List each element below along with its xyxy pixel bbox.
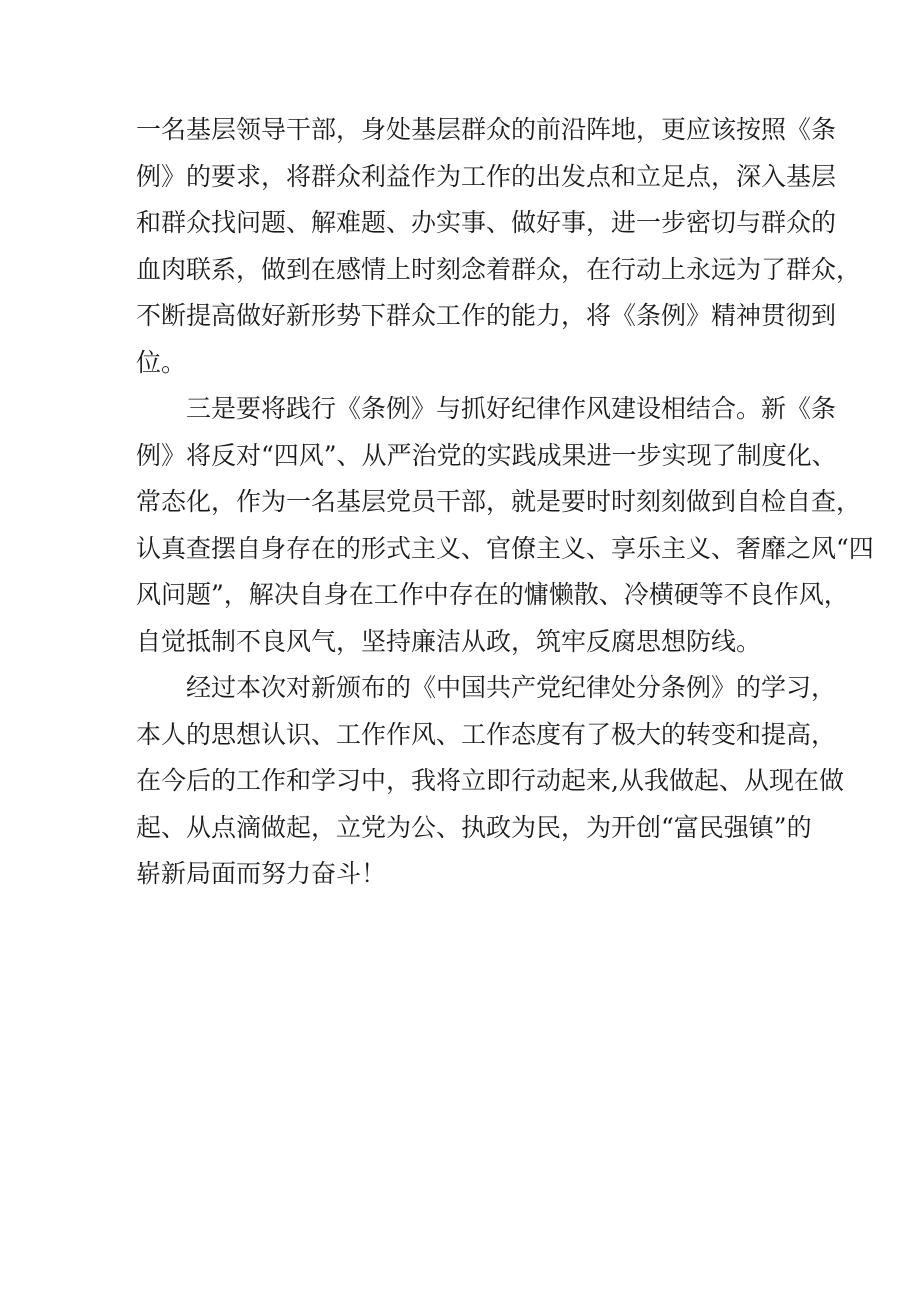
text-line: 起、从点滴做起，立党为公、执政为民，为开创“富民强镇”的 (136, 812, 812, 842)
text-line: 在今后的工作和学习中，我将立即行动起来,从我做起、从现在做 (136, 766, 844, 795)
text-line: 血肉联系，做到在感情上时刻念着群众，在行动上永远为了群众， (136, 254, 862, 284)
text-line: 和群众找问题、解难题、办实事、做好事，进一步密切与群众的 (136, 208, 837, 237)
text-line: 认真查摆自身存在的形式主义、官僚主义、享乐主义、奢靡之风“四 (136, 533, 874, 563)
text-line: 例》的要求，将群众利益作为工作的出发点和立足点，深入基层 (136, 161, 837, 191)
paragraph (136, 665, 844, 898)
paragraph (136, 107, 862, 386)
paragraph (136, 386, 874, 665)
text-line: 自觉抵制不良风气，坚持廉洁从政，筑牢反腐思想防线。 (136, 626, 762, 656)
document-body (136, 107, 874, 898)
text-line: 例》将反对“四风”、从严治党的实践成果进一步实现了制度化、 (136, 440, 837, 470)
text-line: 位。 (136, 347, 187, 377)
text-line: 常态化，作为一名基层党员干部，就是要时时刻刻做到自检自查， (136, 487, 862, 516)
text-line: 崭新局面而努力奋斗！ (136, 859, 387, 888)
text-line: 本人的思想认识、工作作风、工作态度有了极大的转变和提高， (136, 719, 837, 749)
text-line: 三是要将践行《条例》与抓好纪律作风建设相结合。新《条 (186, 394, 837, 423)
text-line: 经过本次对新颁布的《中国共产党纪律处分条例》的学习， (186, 673, 837, 702)
text-line: 不断提高做好新形势下群众工作的能力，将《条例》精神贯彻到 (136, 301, 837, 330)
text-line: 一名基层领导干部，身处基层群众的前沿阵地，更应该按照《条 (136, 115, 837, 144)
text-line: 风问题”，解决自身在工作中存在的慵懒散、冷横硬等不良作风， (136, 580, 849, 609)
